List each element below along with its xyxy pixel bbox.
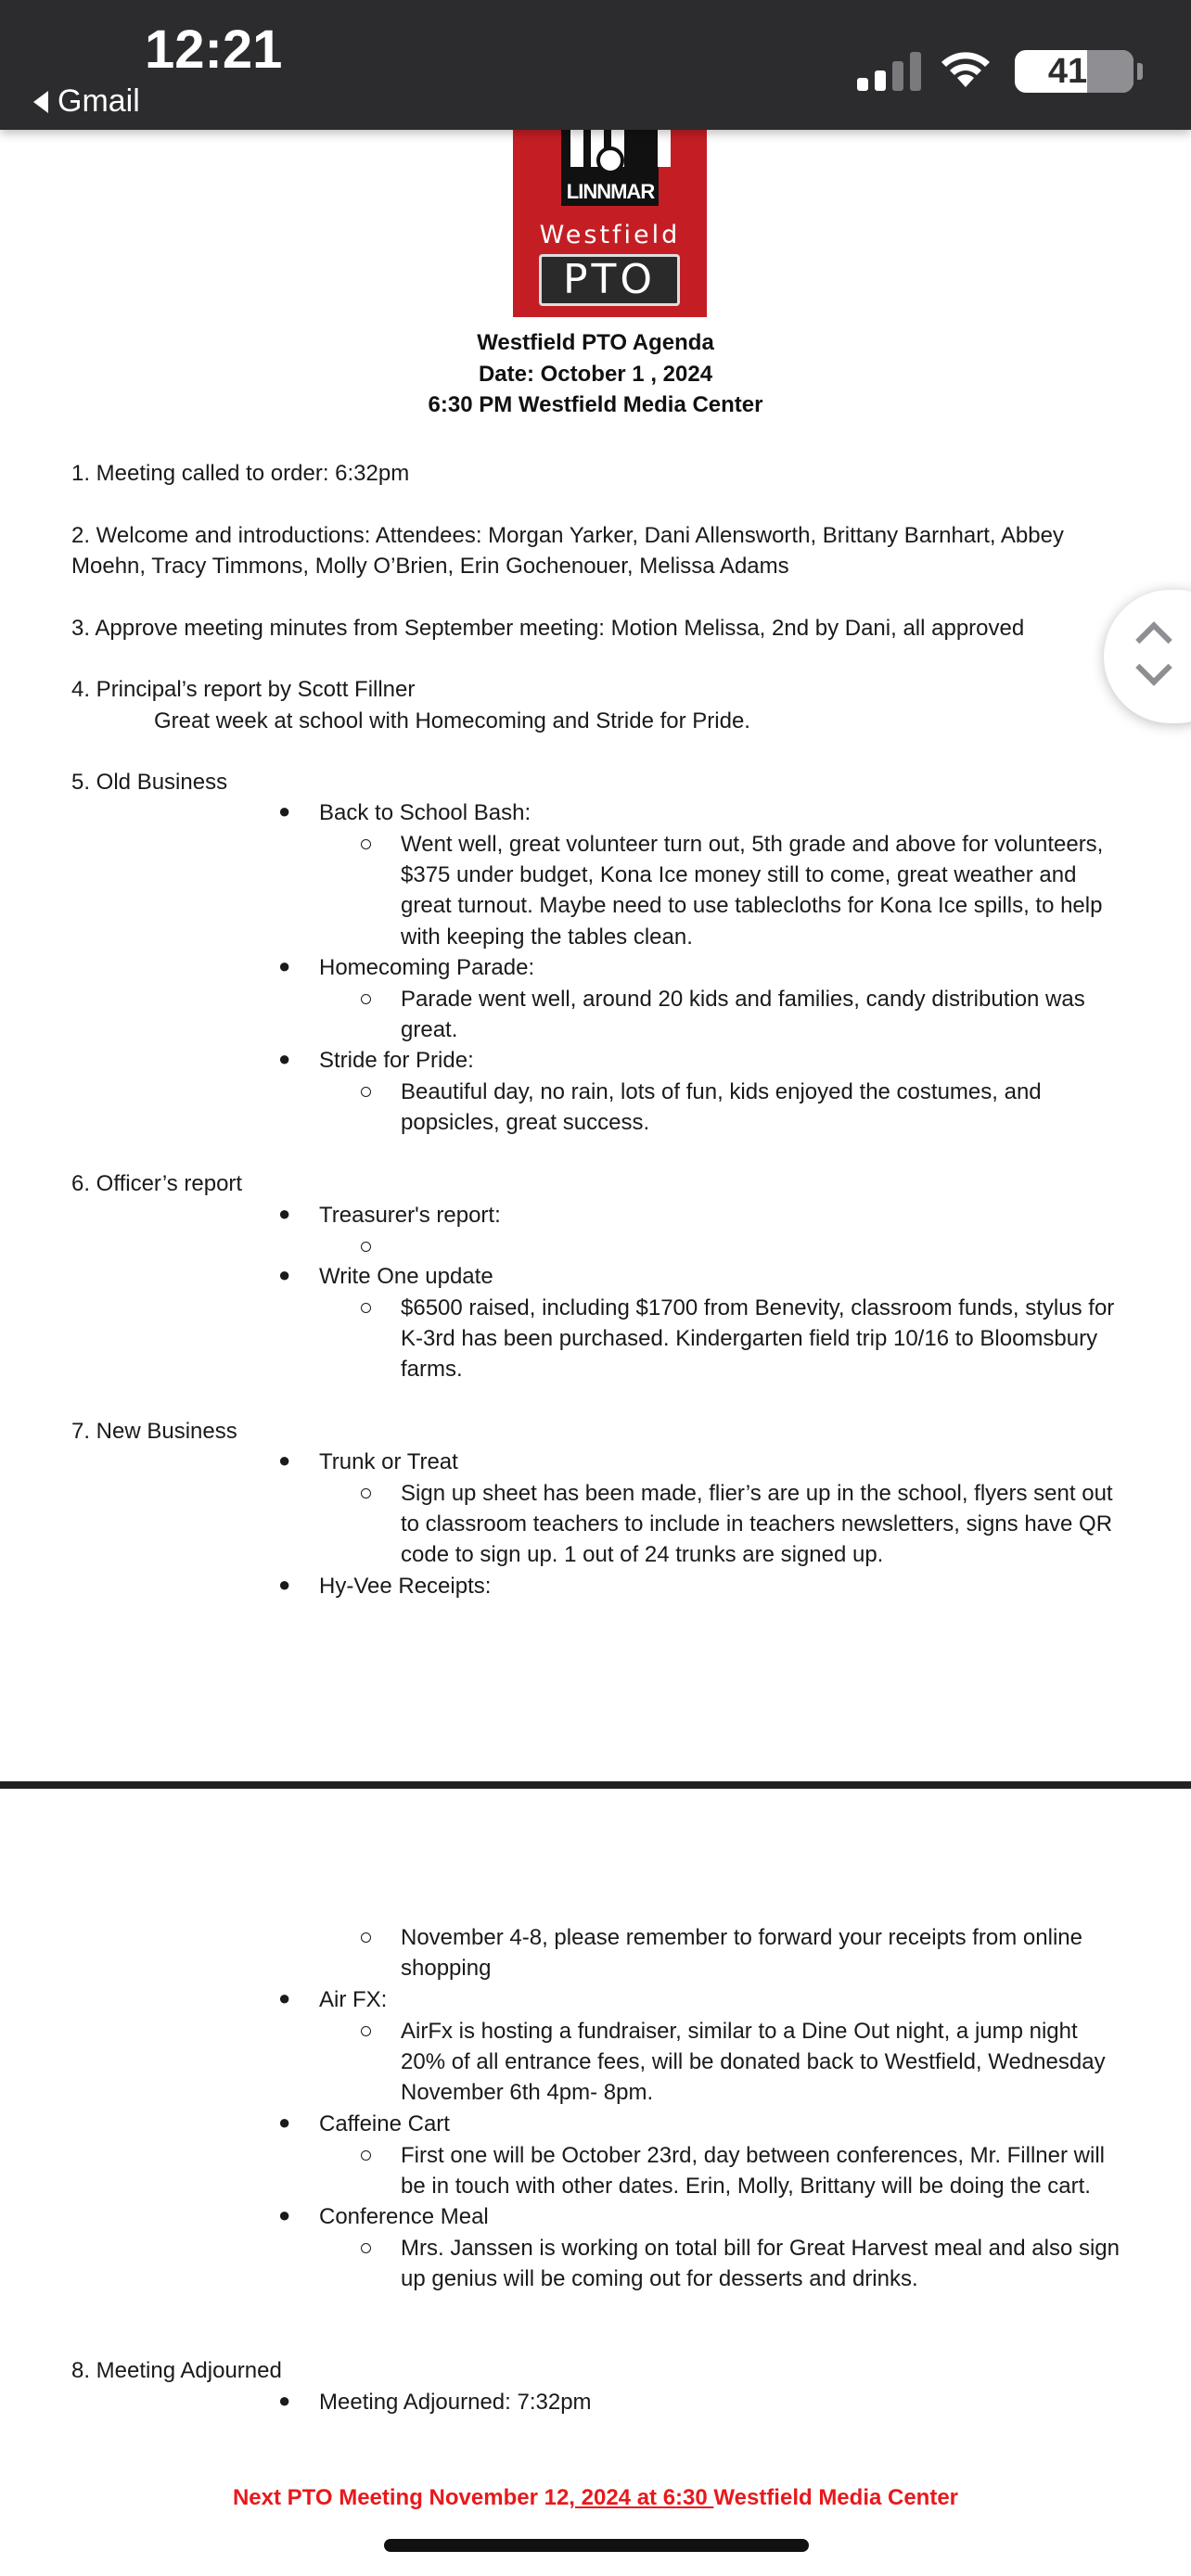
- next-meeting-part1: Next PTO Meeting November 12: [232, 2485, 570, 2510]
- page-divider: [0, 1781, 1191, 1789]
- item-3: 3. Approve meeting minutes from September meeting: Motion Melissa, 2nd by Dani, all approved: [71, 616, 1025, 641]
- new-business-conference-meal: Conference Meal: [319, 2204, 489, 2229]
- sub-line: code to sign up. 1 out of 24 trunks are signed up.: [401, 1542, 884, 1567]
- item-1: 1. Meeting called to order: 6:32pm: [71, 461, 410, 486]
- sub-line: be in touch with other dates. Erin, Molly, Brittany will be doing the cart.: [401, 2174, 1091, 2199]
- status-bar: [0, 0, 1191, 130]
- new-business-trunk: Trunk or Treat: [319, 1449, 458, 1474]
- sub-line: great turnout. Maybe need to use tablecloths for Kona Ice spills, to help: [401, 893, 1103, 918]
- cellular-signal-icon: [857, 48, 921, 91]
- old-business-stride: Stride for Pride:: [319, 1048, 474, 1073]
- item-4-detail: Great week at school with Homecoming and Stride for Pride.: [154, 708, 750, 733]
- wifi-icon: [937, 46, 994, 89]
- sub-bullet: [361, 994, 371, 1004]
- next-meeting-part3: Westfield Media Center: [713, 2485, 959, 2510]
- bullet-dot: ●: [278, 2111, 291, 2134]
- next-meeting-notice: [0, 2485, 1191, 2511]
- bullet-dot: ●: [278, 1573, 291, 1596]
- sub-line: November 4-8, please remember to forward your receipts from online: [401, 1925, 1082, 1950]
- next-meeting-part2: , 2024 at 6:30: [569, 2485, 714, 2510]
- sub-line: up genius will be coming out for desserts and drinks.: [401, 2266, 918, 2291]
- home-indicator[interactable]: [384, 2539, 809, 2552]
- sub-line: Parade went well, around 20 kids and families, candy distribution was: [401, 987, 1085, 1012]
- sub-line: to classroom teachers to include in teachers newsletters, signs have QR: [401, 1511, 1113, 1537]
- bullet-dot: ●: [278, 799, 291, 823]
- sub-line: November 6th 4pm- 8pm.: [401, 2080, 654, 2105]
- westfield-pto-logo: [513, 130, 707, 317]
- bullet-dot: ●: [278, 1448, 291, 1472]
- new-business-hyvee: Hy-Vee Receipts:: [319, 1574, 492, 1599]
- bullet-dot: ●: [278, 954, 291, 977]
- sub-line: great.: [401, 1017, 458, 1042]
- sub-line: 20% of all entrance fees, will be donated back to Westfield, Wednesday: [401, 2049, 1106, 2074]
- sub-bullet: [361, 1242, 371, 1252]
- bullet-dot: ●: [278, 1047, 291, 1070]
- bullet-dot: ●: [278, 1263, 291, 1286]
- sub-line: farms.: [401, 1357, 463, 1382]
- sub-line: popsicles, great success.: [401, 1110, 650, 1135]
- agenda-title: Westfield PTO Agenda: [477, 330, 714, 355]
- chevron-down-icon[interactable]: [1135, 649, 1172, 686]
- sub-line: AirFx is hosting a fundraiser, similar to a Dine Out night, a jump night: [401, 2019, 1078, 2044]
- sub-bullet: [361, 1488, 371, 1498]
- bullet-dot: ●: [278, 1202, 291, 1225]
- item-5: 5. Old Business: [71, 770, 228, 795]
- lion-icon: [596, 147, 624, 174]
- agenda-location: 6:30 PM Westfield Media Center: [428, 392, 763, 417]
- back-to-gmail-button[interactable]: [33, 83, 140, 120]
- sub-line: First one will be October 23rd, day between conferences, Mr. Fillner will: [401, 2143, 1105, 2168]
- agenda-date: Date: October 1 , 2024: [478, 362, 713, 387]
- sub-bullet: [361, 2150, 371, 2161]
- sub-line: K-3rd has been purchased. Kindergarten field trip 10/16 to Bloomsbury: [401, 1326, 1098, 1351]
- new-business-airfx: Air FX:: [319, 1987, 388, 2012]
- sub-line: shopping: [401, 1956, 492, 1981]
- sub-bullet: [361, 1087, 371, 1097]
- sub-bullet: [361, 1932, 371, 1943]
- officer-write-one: Write One update: [319, 1264, 493, 1289]
- clock: 12:21: [145, 19, 283, 80]
- sub-bullet: [361, 2026, 371, 2036]
- new-business-caffeine: Caffeine Cart: [319, 2111, 450, 2136]
- sub-line: with keeping the tables clean.: [401, 925, 693, 950]
- logo-pto: PTO: [539, 254, 680, 306]
- item-6: 6. Officer’s report: [71, 1171, 243, 1196]
- sub-bullet: [361, 839, 371, 849]
- item-2-cont: Moehn, Tracy Timmons, Molly O’Brien, Erin Gochenouer, Melissa Adams: [71, 554, 789, 579]
- logo-westfield: Westfield: [539, 221, 681, 249]
- item-7: 7. New Business: [71, 1419, 237, 1444]
- logo-brand: LINNMAR: [566, 180, 655, 203]
- sub-line: Beautiful day, no rain, lots of fun, kids enjoyed the costumes, and: [401, 1079, 1042, 1104]
- sub-bullet: [361, 2243, 371, 2253]
- item-2: 2. Welcome and introductions: Attendees: Morgan Yarker, Dani Allensworth, Brittany Barnhart, Abbey: [71, 523, 1064, 548]
- battery-level: 41: [1047, 51, 1088, 91]
- battery-cap: [1137, 63, 1143, 80]
- sub-line: $6500 raised, including $1700 from Benevity, classroom funds, stylus for: [401, 1295, 1115, 1320]
- adjourned-time: Meeting Adjourned: 7:32pm: [319, 2390, 592, 2415]
- sub-bullet: [361, 1303, 371, 1313]
- item-8: 8. Meeting Adjourned: [71, 2358, 282, 2383]
- sub-line: $375 under budget, Kona Ice money still to come, great weather and: [401, 862, 1077, 887]
- bullet-dot: ●: [278, 2203, 291, 2226]
- bullet-dot: ●: [278, 1986, 291, 2009]
- bullet-dot: ●: [278, 2389, 291, 2412]
- battery-indicator: [1015, 50, 1133, 93]
- old-business-homecoming: Homecoming Parade:: [319, 955, 535, 980]
- sub-line: Mrs. Janssen is working on total bill for Great Harvest meal and also sign: [401, 2236, 1120, 2261]
- scroll-up-down-icon[interactable]: [1104, 590, 1191, 723]
- sub-line: Went well, great volunteer turn out, 5th grade and above for volunteers,: [401, 832, 1104, 857]
- officer-treasurer: Treasurer's report:: [319, 1203, 501, 1228]
- back-label: Gmail: [58, 83, 140, 119]
- old-business-back-to-school: Back to School Bash:: [319, 800, 531, 825]
- item-4: 4. Principal’s report by Scott Fillner: [71, 677, 416, 702]
- back-arrow-icon: [33, 91, 48, 113]
- sub-line: Sign up sheet has been made, flier’s are up in the school, flyers sent out: [401, 1481, 1113, 1506]
